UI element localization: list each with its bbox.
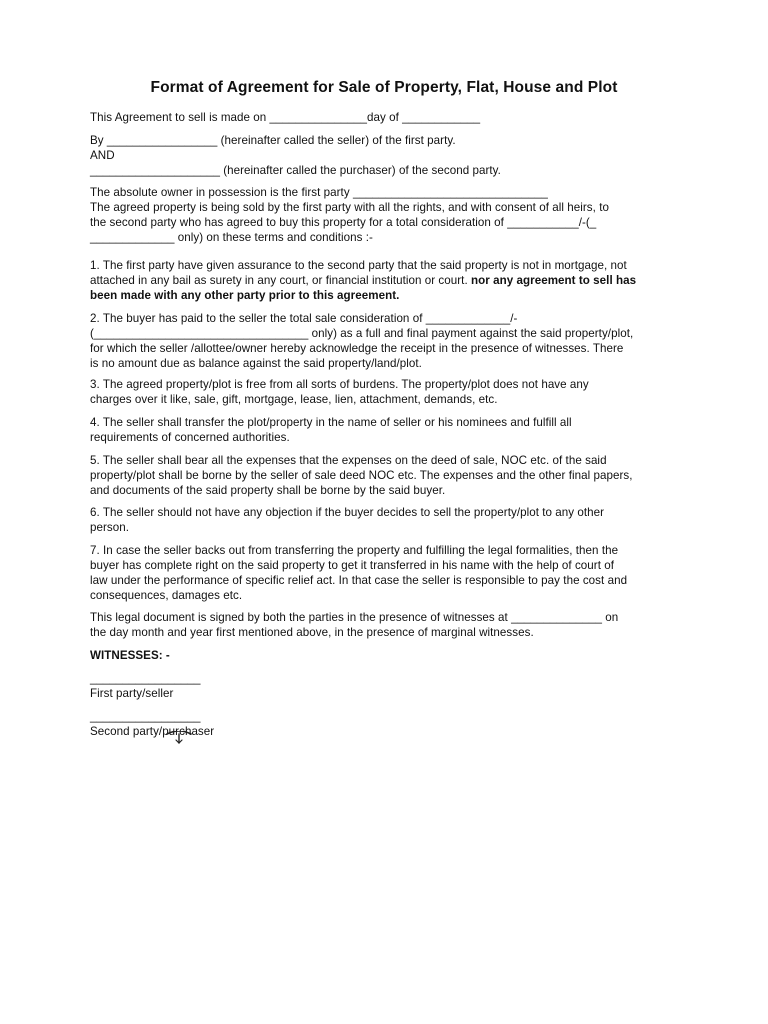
clause-line: 5. The seller shall bear all the expenses that the expenses on the deed of sale, NOC etc. of the said [90,454,607,467]
witnesses-heading [90,648,682,663]
signature-line: _________________ [90,710,201,723]
mouse-cursor-icon [164,731,194,745]
clause-line: buyer has complete right on the said property to get it transferred in his name with the help of court of [90,559,615,572]
clause-line: 1. The first party have given assurance to the second party that the said property is not in mortgage, not [90,259,627,272]
signature-line: _________________ [90,672,201,685]
clause-5 [90,453,682,498]
clause-line: 3. The agreed property/plot is free from all sorts of burdens. The property/plot does not have any [90,378,589,391]
clause-line: for which the seller /allottee/owner hereby acknowledge the receipt in the presence of witnesses. There [90,342,624,355]
clause-1 [90,258,682,303]
signature-block-1 [90,671,682,701]
clause-line: is no amount due as balance against the said property/land/plot. [90,357,422,370]
clause-line: person. [90,521,130,534]
clause-text: attached in any bail as surety in any court, or financial institution or court. [90,274,468,287]
clause-line: requirements of concerned authorities. [90,431,290,444]
clause-line: 4. The seller shall transfer the plot/property in the name of seller or his nominees and fulfill all [90,416,572,429]
clause-line: 6. The seller should not have any objection if the buyer decides to sell the property/plot to any other [90,506,605,519]
intro-line: The absolute owner in possession is the first party ______________________________ [90,186,548,199]
clause-line: 2. The buyer has paid to the seller the total sale consideration of _____________/- [90,312,518,325]
closing-paragraph [90,610,682,640]
closing-line: This legal document is signed by both the parties in the presence of witnesses at ______________ on [90,611,619,624]
clause-4 [90,415,682,445]
clause-line: and documents of the said property shall be borne by the said buyer. [90,484,446,497]
signature-label: Second party/purchaser [90,725,215,738]
clause-7 [90,543,682,603]
intro-line: _____________ only) on these terms and conditions :- [90,231,373,244]
clause-line: property/plot shall be borne by the seller of sale deed NOC etc. The expenses and the other final papers, [90,469,633,482]
parties-block [90,133,682,178]
clause-6 [90,505,682,535]
opening-line [90,110,682,125]
purchaser-line: ____________________ (hereinafter called the purchaser) of the second party. [90,164,501,177]
seller-line: By _________________ (hereinafter called the seller) of the first party. [90,134,456,147]
closing-line: the day month and year first mentioned above, in the presence of marginal witnesses. [90,626,534,639]
clause-line [90,273,682,288]
clause-3 [90,377,682,407]
clause-2 [90,311,682,371]
signature-label: First party/seller [90,687,174,700]
clause-bold-text: nor any agreement to sell has [471,274,637,287]
intro-paragraph [90,185,682,245]
document-title: Format of Agreement for Sale of Property, Flat, House and Plot [150,79,618,96]
opening-text: This Agreement to sell is made on _______________day of ____________ [90,111,481,124]
and-word: AND [90,149,115,162]
clause-line: law under the performance of specific relief act. In that case the seller is responsible to pay the cost and [90,574,628,587]
clause-line: 7. In case the seller backs out from transferring the property and fulfilling the legal formalities, then the [90,544,619,557]
intro-line: the second party who has agreed to buy this property for a total consideration of ___________/-(_ [90,216,597,229]
clause-bold-line: been made with any other party prior to this agreement. [90,289,400,302]
clause-line: (_________________________________ only) as a full and final payment against the said property/plot, [90,327,634,340]
intro-line: The agreed property is being sold by the first party with all the rights, and with consent of all heirs, to [90,201,609,214]
clause-line: consequences, damages etc. [90,589,243,602]
witnesses-heading-text: WITNESSES: - [90,649,170,662]
clause-line: charges over it like, sale, gift, mortgage, lease, lien, attachment, demands, etc. [90,393,498,406]
